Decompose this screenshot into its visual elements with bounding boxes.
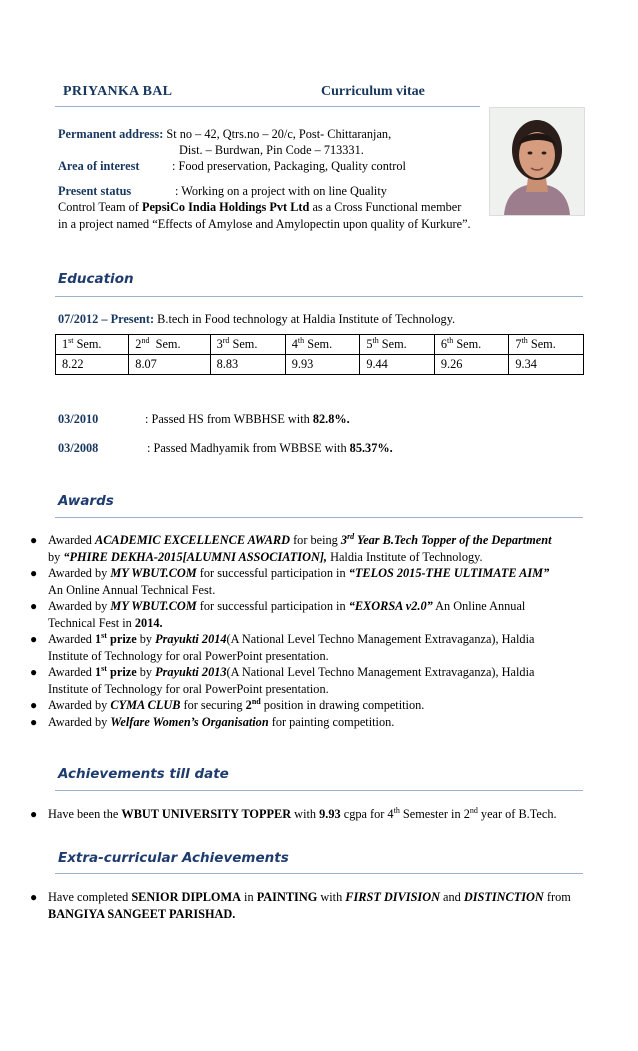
sem-header-1: 1st Sem.	[56, 335, 129, 355]
address-label: Permanent address:	[58, 127, 164, 141]
status-line-3: in a project named “Effects of Amylose and Amylopectin upon quality of Kurkure”.	[58, 217, 471, 231]
awards-heading: Awards	[58, 493, 114, 509]
bullet-icon: ●	[30, 698, 38, 712]
semester-grades-table	[55, 334, 584, 375]
table-row	[56, 335, 584, 355]
bullet-icon: ●	[30, 533, 38, 547]
sem-value-7: 9.34	[509, 355, 584, 375]
list-item: ● Awarded by Welfare Women’s Organisation for painting competition.	[30, 714, 395, 729]
bullet-icon: ●	[30, 665, 38, 679]
bullet-icon: ●	[30, 890, 38, 904]
bullet-icon: ●	[30, 714, 38, 729]
achievements-list	[0, 806, 582, 823]
status-line-1: : Working on a project with on line Quality	[175, 184, 387, 198]
sem-header-7: 7th Sem.	[509, 335, 584, 355]
mp-score: 85.37%.	[349, 441, 393, 455]
mp-text: : Passed Madhyamik from WBBSE with	[147, 441, 350, 455]
sem-header-2: 2nd Sem.	[129, 335, 210, 355]
education-divider	[55, 296, 583, 297]
address-line-2: Dist. – Burdwan, Pin Code – 713331.	[179, 143, 364, 157]
bullet-icon: ●	[30, 807, 38, 821]
sem-header-5: 5th Sem.	[360, 335, 435, 355]
header-divider	[55, 106, 480, 107]
bullet-icon: ●	[30, 566, 38, 580]
list-item: ● Awarded by CYMA CLUB for securing 2nd position in drawing competition.	[30, 696, 425, 712]
interest-label: Area of interest	[58, 159, 140, 173]
hs-text: : Passed HS from WBBHSE with	[145, 412, 313, 426]
document-title: Curriculum vitae	[321, 84, 425, 99]
btech-desc: B.tech in Food technology at Haldia Institute of Technology.	[154, 312, 456, 326]
portrait-icon	[490, 108, 584, 215]
list-item: ● Awarded by MY WBUT.COM for successful participation in “TELOS 2015-THE ULTIMATE AIM” An Online Annual Technical Fest.	[30, 566, 550, 597]
address-value-1: St no – 42, Qtrs.no – 20/c, Post- Chittaranjan,	[166, 127, 392, 141]
list-item: ● Awarded ACADEMIC EXCELLENCE AWARD for being 3rd Year B.Tech Topper of the Department by “PHIRE DEKHA-2015[ALUMNI ASSOCIATION], Haldia Institute of Technology.	[30, 531, 552, 564]
table-row	[56, 355, 584, 375]
bullet-icon: ●	[30, 632, 38, 646]
status-label-line	[58, 183, 131, 199]
status-text-c: as a Cross Functional member	[309, 200, 462, 214]
status-label: Present status	[58, 184, 132, 198]
candidate-name: PRIYANKA BAL	[63, 84, 173, 99]
sem-value-2: 8.07	[129, 355, 210, 375]
status-text-a: Control Team of	[58, 200, 142, 214]
sem-value-3: 8.83	[210, 355, 285, 375]
company-name: PepsiCo India Holdings Pvt Ltd	[141, 200, 310, 214]
list-item: ● Have completed SENIOR DIPLOMA in PAINTING with FIRST DIVISION and DISTINCTION from BANGIYA SANGEET PARISHAD.	[30, 890, 571, 921]
btech-line	[58, 311, 455, 327]
profile-photo	[489, 107, 585, 216]
status-line-2	[58, 199, 461, 215]
education-heading: Education	[58, 271, 134, 287]
sem-value-6: 9.26	[434, 355, 509, 375]
sem-value-5: 9.44	[360, 355, 435, 375]
sem-value-4: 9.93	[285, 355, 360, 375]
interest-line	[58, 158, 140, 174]
extra-divider	[55, 873, 583, 874]
extra-list	[0, 889, 582, 922]
address-line-1	[58, 126, 391, 142]
list-item: ● Awarded 1st prize by Prayukti 2013(A National Level Techno Management Extravaganza), Haldia Institute of Technology for oral PowerPoint presentation.	[30, 663, 535, 696]
sem-header-4: 4th Sem.	[285, 335, 360, 355]
achievements-divider	[55, 790, 583, 791]
hs-line	[145, 411, 350, 427]
sem-header-6: 6th Sem.	[434, 335, 509, 355]
list-item: ● Awarded by MY WBUT.COM for successful participation in “EXORSA v2.0” An Online Annual Technical Fest in 2014.	[30, 599, 526, 630]
sem-header-3: 3rd Sem.	[210, 335, 285, 355]
achievements-heading: Achievements till date	[58, 766, 229, 782]
bullet-icon: ●	[30, 599, 38, 613]
list-item: ● Awarded 1st prize by Prayukti 2014(A National Level Techno Management Extravaganza), Haldia Institute of Technology for oral PowerPoint presentation.	[30, 630, 535, 663]
mp-date: 03/2008	[58, 441, 99, 455]
awards-list	[0, 532, 582, 730]
awards-divider	[55, 517, 583, 518]
list-item: ● Have been the WBUT UNIVERSITY TOPPER with 9.93 cgpa for 4th Semester in 2nd year of B.Tech.	[30, 805, 557, 821]
interest-value: : Food preservation, Packaging, Quality control	[172, 159, 406, 173]
extra-heading: Extra-curricular Achievements	[58, 850, 289, 866]
hs-score: 82.8%.	[312, 412, 350, 426]
hs-date: 03/2010	[58, 412, 99, 426]
sem-value-1: 8.22	[56, 355, 129, 375]
btech-period: 07/2012 – Present:	[58, 312, 155, 326]
mp-line	[147, 440, 393, 456]
